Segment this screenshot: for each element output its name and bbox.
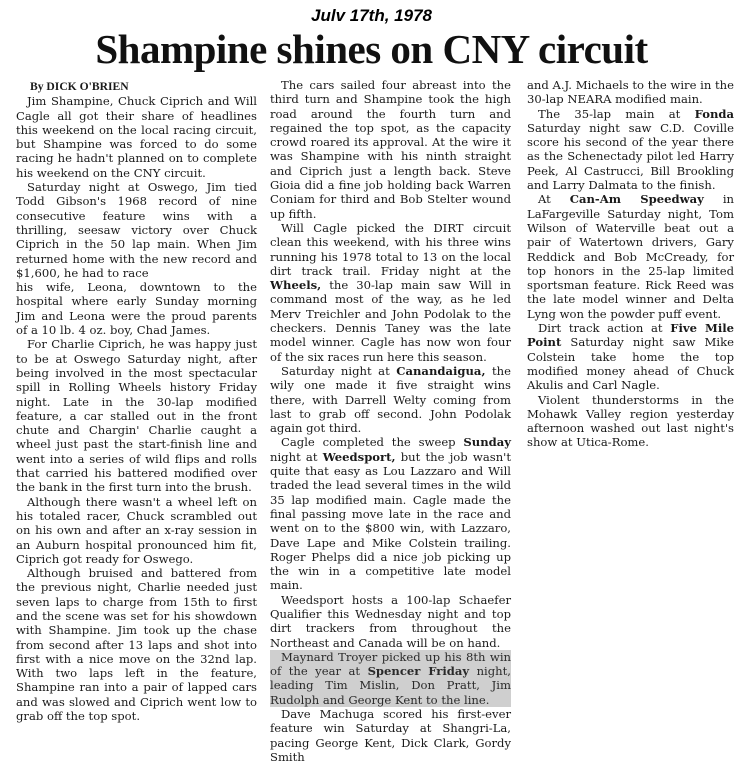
article-column-3 (527, 78, 734, 450)
paragraph (270, 221, 511, 364)
article-column-2 (270, 78, 511, 764)
paragraph (270, 364, 511, 435)
paragraph (527, 321, 734, 392)
text-run: At (538, 192, 551, 207)
track-name: Wheels, (270, 278, 322, 293)
article-headline: Shampine shines on CNY circuit (95, 26, 648, 72)
text-run: the 30-lap main saw Will in command most of the way, as he led Merv Treichler and John Podolak to the checkers. Dennis Taney was the late model winner. Cagle has now won four of the six races run here this season. (270, 278, 511, 364)
text-run: Cagle completed the sweep (281, 435, 456, 450)
track-name: Weedsport, (322, 449, 396, 464)
paragraph: Jim Shampine, Chuck Ciprich and Will Cagle all got their share of headlines this weekend on the local racing circuit, but Shampine was forced to do some racing he hadn't planned on to complete his weekend on the CNY circuit. (16, 94, 257, 180)
text-run: The 35-lap main at (538, 106, 681, 121)
paragraph (270, 435, 511, 592)
track-name: Fonda (694, 106, 734, 121)
track-name: Spencer Friday (367, 664, 470, 679)
paragraph: his wife, Leona, downtown to the hospital where early Sunday morning Jim and Leona were the proud parents of a 10 lb. 4 oz. boy, Chad James. (16, 280, 257, 338)
text-run: but the job wasn't quite that easy as Lou Lazzaro and Will traded the lead several times in the wild 35 lap modified main. Cagle made the final passing move late in the race and went on to the $800 win, with Lazzaro, Dave Lape and Mike Colstein trailing. Roger Phelps did a nice job picking up the win in a competitive late model main. (270, 449, 512, 593)
track-name: Five Mile Point (527, 321, 734, 350)
paragraph: Weedsport hosts a 100-lap Schaefer Qualifier this Wednesday night and top dirt trackers from throughout the Northeast and Canada will be on hand. (270, 592, 511, 650)
byline: By DICK O'BRIEN (30, 80, 129, 93)
text-run: the wily one made it five straight wins there, with Darrell Welty coming from last to grab off second. John Podolak again got third. (270, 363, 512, 436)
paragraph: and A.J. Michaels to the wire in the 30-lap NEARA modified main. (527, 78, 734, 107)
text-run: Saturday night at (281, 363, 390, 378)
paragraph: Although there wasn't a wheel left on his totaled racer, Chuck scrambled out on his own and after an x-ray session in an Auburn hospital pronounced him fit, Ciprich got ready for Oswego. (16, 494, 257, 566)
text-run: Dirt track action at (538, 321, 663, 336)
text-run: night, leading Tim Mislin, Don Pratt, Jim Rudolph and George Kent to the line. (270, 664, 511, 707)
day-name: Sunday (463, 435, 512, 450)
paragraph: The cars sailed four abreast into the third turn and Shampine took the high road around the fourth turn and regained the top spot, as the capacity crowd roared its approval. At the wire it was Shampine with his ninth straight and Ciprich just a length back. Steve Gioia did a fine job holding back Warren Coniam for third and Bob Stelter wound up fifth. (270, 78, 511, 221)
paragraph: For Charlie Ciprich, he was happy just to be at Oswego Saturday night, after being involved in the most spectacular spill in Rolling Wheels history Friday night. Late in the 30-lap modified feature, a car stalled out in the front chute and Chargin' Charlie caught a wheel just past the start-finish line and went into a series of wild flips and rolls that carried his battered modified over the bank in the first turn into the brush. (16, 337, 257, 495)
text-run: Maynard Troyer picked up his 8th win of the year at (270, 649, 511, 679)
text-run: Saturday night saw C.D. Coville score his second of the year there as the Schenectady pilot led Harry Peek, Al Castrucci, Bill Brookling and Larry Dalmata to the finish. (527, 120, 734, 193)
highlighted-paragraph (270, 650, 511, 707)
text-run: Saturday night saw Mike Colstein take home the top modified money ahead of Chuck Akulis and Carl Nagle. (527, 335, 735, 393)
track-name: Can-Am Speedway (569, 192, 704, 207)
paragraph (527, 107, 734, 193)
paragraph: Although bruised and battered from the previous night, Charlie needed just seven laps to charge from 15th to first and the scene was set for his showdown with Shampine. Jim took up the chase from second after 13 laps and shot into first with a nice move on the 32nd lap. With two laps left in the feature, Shampine ran into a pair of lapped cars and was slowed and Ciprich went low to grab off the top spot. (16, 566, 257, 724)
text-run: night at (270, 449, 318, 464)
article-column-1 (16, 78, 257, 723)
text-run: Will Cagle picked the DIRT circuit clean this weekend, with his three wins running his 1978 total to 13 on the local dirt track trail. Friday night at the (270, 220, 511, 278)
track-name: Canandaigua, (396, 363, 486, 378)
paragraph: Dave Machuga scored his first-ever feature win Saturday at Shangri-La, pacing George Kent, Dick Clark, Gordy Smith (270, 707, 511, 764)
article-date: Julv 17th, 1978 (311, 6, 432, 25)
paragraph: Saturday night at Oswego, Jim tied Todd Gibson's 1968 record of nine consecutive feature wins with a thrilling, seesaw victory over Chuck Ciprich in the 50 lap main. When Jim returned home with the new record and $1,600, he had to race (16, 180, 257, 280)
paragraph (527, 192, 734, 321)
paragraph: Violent thunderstorms in the Mohawk Valley region yesterday afternoon washed out last night's show at Utica-Rome. (527, 392, 734, 450)
text-run: in LaFargeville Saturday night, Tom Wilson of Waterville beat out a pair of Watertown drivers, Gary Reddick and Bob McCready, for top honors in the 25-lap limited sportsman feature. Rick Reed was the late model winner and Delta Lyng won the powder puff event. (527, 192, 734, 321)
